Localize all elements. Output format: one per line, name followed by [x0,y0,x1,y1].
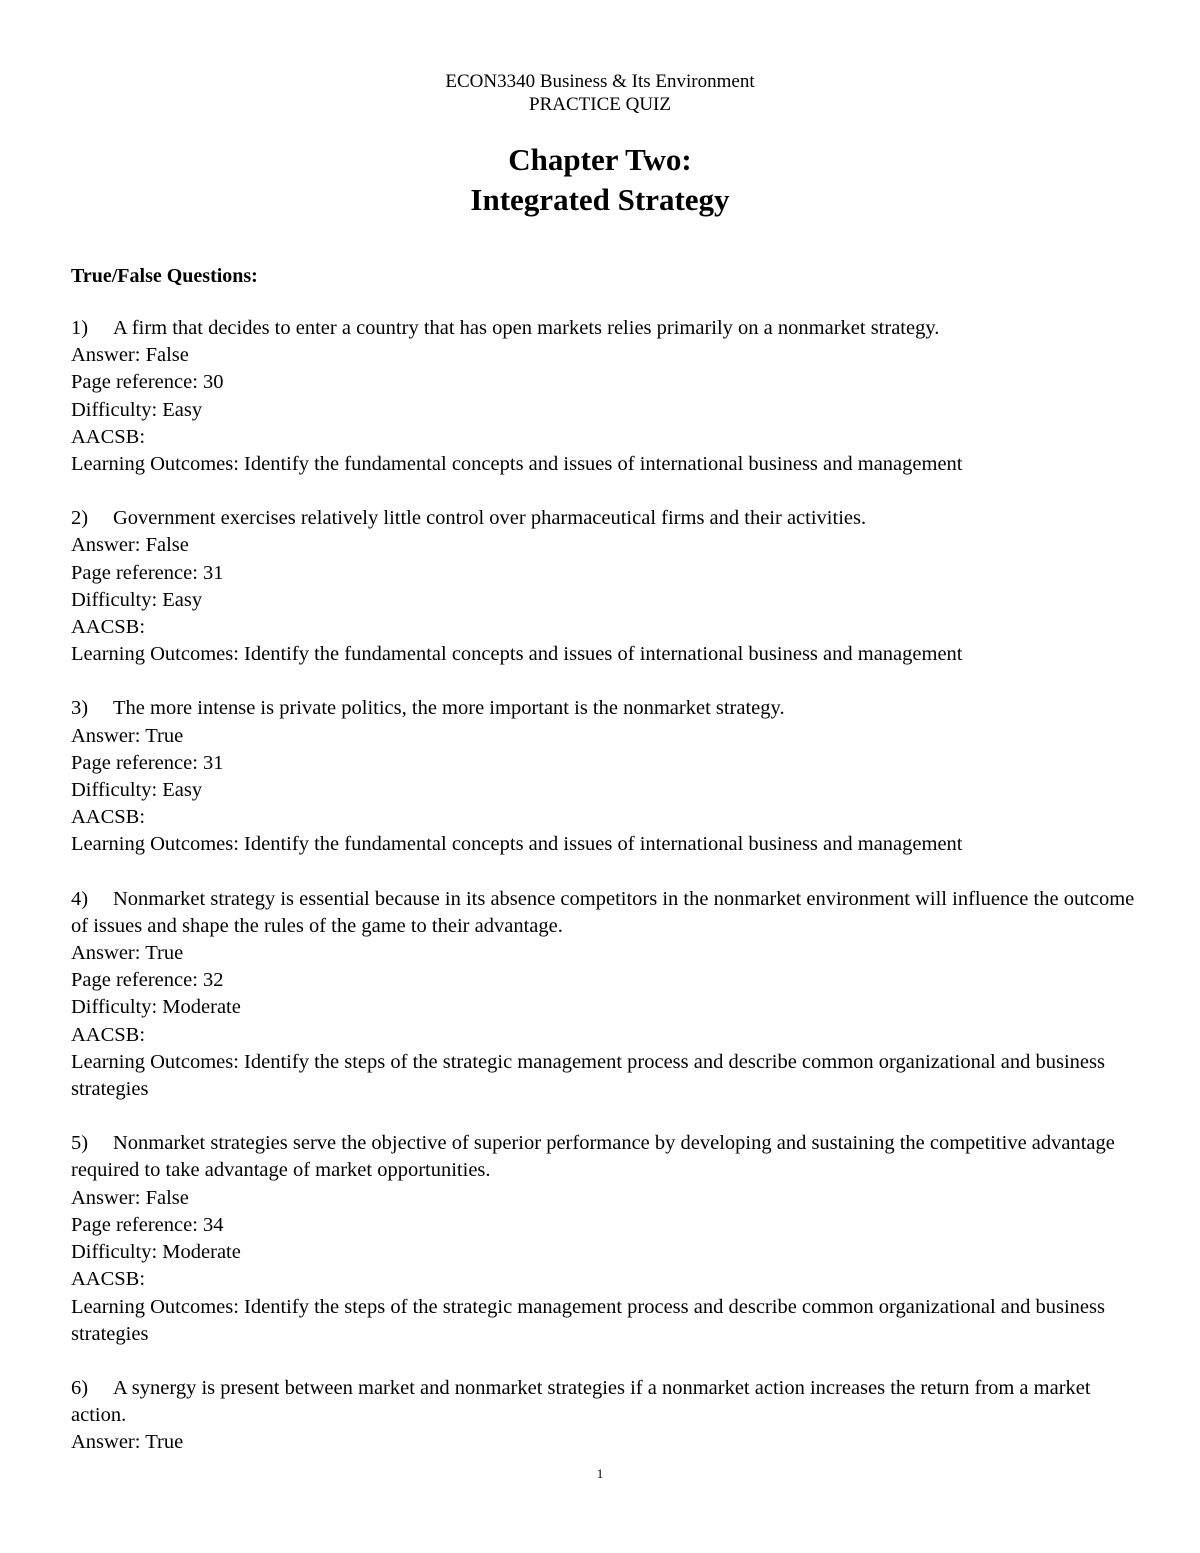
difficulty-line: Difficulty: Moderate [71,1241,241,1264]
question-item [71,1375,1141,1457]
question-text [71,505,1141,532]
learning-outcomes-line: Learning Outcomes: Identify the steps of the strategic management process and describe common organizational and business strategies [71,1295,1105,1345]
chapter-title-line-2: Integrated Strategy [470,182,730,217]
question-item [71,886,1141,1104]
difficulty-line: Difficulty: Moderate [71,996,241,1019]
question-number: 2) [71,507,89,530]
answer-line: Answer: False [71,1186,189,1209]
question-statement: Nonmarket strategies serve the objective of superior performance by developing and sustaining the competitive advantage required to take advantage of market opportunities. [71,1132,1115,1182]
aacsb-line: AACSB: [71,806,146,829]
quiz-subtitle: PRACTICE QUIZ [529,94,671,115]
difficulty-line: Difficulty: Easy [71,779,203,802]
page-reference-line: Page reference: 34 [71,1213,224,1236]
aacsb-line: AACSB: [71,425,146,448]
question-text [71,1130,1141,1184]
question-statement: Nonmarket strategy is essential because in its absence competitors in the nonmarket environment will influence the outcome of issues and shape the rules of the game to their advantage. [71,887,1135,937]
question-statement: The more intense is private politics, the more important is the nonmarket strategy. [113,697,785,720]
question-text [71,315,1141,342]
page-reference-line: Page reference: 31 [71,561,224,584]
question-text [71,886,1141,940]
question-statement: A synergy is present between market and nonmarket strategies if a nonmarket action increases the return from a market action. [71,1376,1091,1427]
question-item [71,1130,1141,1348]
difficulty-line: Difficulty: Easy [71,588,203,611]
page-number: 1 [596,1466,604,1481]
question-number: 4) [71,887,89,910]
learning-outcomes-line: Learning Outcomes: Identify the steps of the strategic management process and describe common organizational and business strategies [71,1050,1105,1101]
question-statement: Government exercises relatively little control over pharmaceutical firms and their activities. [113,507,867,530]
answer-line: Answer: True [71,724,184,747]
section-heading: True/False Questions: [71,265,258,287]
answer-line: Answer: True [71,942,184,965]
course-title: ECON3340 Business & Its Environment [445,71,755,92]
question-number: 3) [71,697,89,720]
question-number: 5) [71,1132,89,1155]
page-reference-line: Page reference: 30 [71,371,224,394]
aacsb-line: AACSB: [71,616,146,639]
question-number: 6) [71,1376,89,1399]
aacsb-line: AACSB: [71,1268,146,1291]
answer-line: Answer: False [71,344,189,367]
difficulty-line: Difficulty: Easy [71,398,203,421]
question-list [71,315,1141,1484]
page-reference-line: Page reference: 32 [71,969,224,992]
learning-outcomes-line: Learning Outcomes: Identify the fundamental concepts and issues of international business and management [71,643,963,666]
chapter-title [0,140,1200,220]
question-text [71,1375,1141,1429]
question-number: 1) [71,317,89,339]
aacsb-line: AACSB: [71,1023,146,1046]
question-text [71,695,1141,722]
learning-outcomes-line: Learning Outcomes: Identify the fundamental concepts and issues of international business and management [71,453,963,476]
question-item [71,695,1141,858]
answer-line: Answer: False [71,534,189,557]
answer-line: Answer: True [71,1431,184,1454]
learning-outcomes-line: Learning Outcomes: Identify the fundamental concepts and issues of international business and management [71,833,963,856]
question-item [71,315,1141,478]
question-item [71,505,1141,668]
question-statement: A firm that decides to enter a country that has open markets relies primarily on a nonmarket strategy. [113,317,940,339]
course-header [0,70,1200,116]
page-reference-line: Page reference: 31 [71,751,224,774]
chapter-title-line-1: Chapter Two: [508,142,692,177]
